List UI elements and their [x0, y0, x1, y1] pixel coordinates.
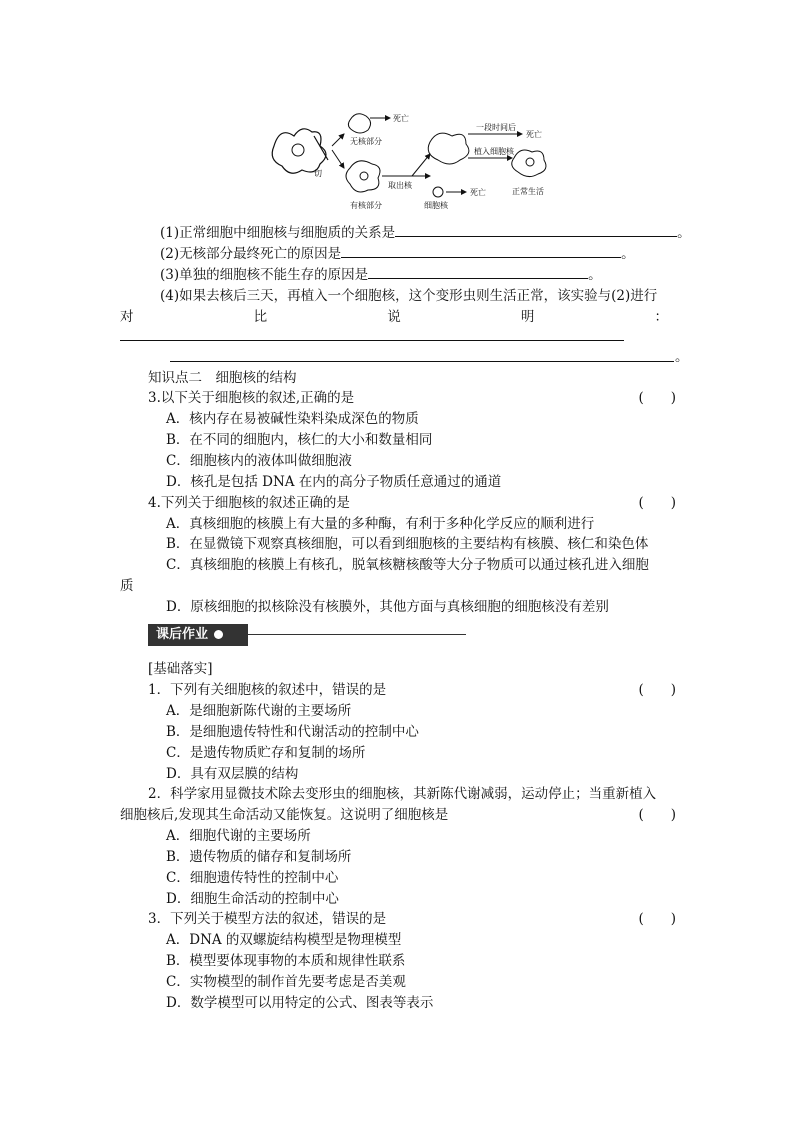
hw-q2-option-c: C．细胞遗传特性的控制中心 [166, 870, 339, 886]
tab-divider [248, 634, 466, 635]
normal-amoeba [512, 150, 546, 177]
fill-question-3 [160, 266, 602, 284]
fill-q2-end: 。 [621, 246, 635, 262]
q4-option-a: A．真核细胞的核膜上有大量的多种酶，有利于多种化学反应的顺利进行 [166, 516, 595, 532]
q3-option-c: C．细胞核内的液体叫做细胞液 [166, 453, 352, 469]
fill-q3-text: (3)单独的细胞核不能生存的原因是 [160, 267, 369, 283]
q4-option-c: C．真核细胞的核膜上有核孔，脱氧核糖核酸等大分子物质可以通过核孔进入细胞 [166, 557, 649, 573]
hw-q2-stem-2: 细胞核后,发现其生命活动又能恢复。这说明了细胞核是 [120, 807, 449, 823]
hw-q1-option-d: D．具有双层膜的结构 [166, 766, 299, 782]
svg-text:一段时间后: 一段时间后 [476, 123, 516, 132]
amoeba-cell [272, 129, 326, 173]
q3-option-d: D．核孔是包括 DNA 在内的高分子物质任意通过的通道 [166, 474, 502, 490]
spread-char: 比 [253, 309, 268, 325]
answer-blank-1[interactable] [395, 224, 677, 237]
hw-q2-option-b: B．遗传物质的储存和复制场所 [166, 849, 352, 865]
q4-stem: 4.下列关于细胞核的叙述正确的是 [148, 495, 350, 511]
isolated-nucleus [433, 187, 443, 197]
svg-text:植入细胞核: 植入细胞核 [474, 147, 514, 156]
hw-q3-answer-paren[interactable]: ( ) [638, 911, 676, 927]
q4-option-d: D．原核细胞的拟核除没有核膜外，其他方面与真核细胞的细胞核没有差别 [166, 599, 609, 615]
hw-q1-stem: 1．下列有关细胞核的叙述中，错误的是 [148, 682, 387, 698]
svg-text:无核部分: 无核部分 [350, 137, 382, 146]
hw-q3-stem: 3．下列关于模型方法的叙述，错误的是 [148, 911, 387, 927]
bullet-icon [214, 630, 223, 639]
hw-q3-option-a: A．DNA 的双螺旋结构模型是物理模型 [166, 932, 402, 948]
fill-q1-text: (1)正常细胞中细胞核与细胞质的关系是 [160, 225, 396, 241]
q3-option-b: B．在不同的细胞内，核仁的大小和数量相同 [166, 432, 433, 448]
svg-text:切: 切 [314, 169, 322, 178]
hw-q1-option-b: B．是细胞遗传特性和代谢活动的控制中心 [166, 724, 419, 740]
hw-q2-option-d: D．细胞生命活动的控制中心 [166, 891, 339, 907]
hw-q1-option-a: A．是细胞新陈代谢的主要场所 [166, 703, 352, 719]
has-nucleus-part [346, 161, 380, 192]
q4-option-b: B．在显微镜下观察真核细胞，可以看到细胞核的主要结构有核膜、核仁和染色体 [166, 536, 649, 552]
svg-text:细胞核: 细胞核 [424, 201, 448, 210]
svg-text:取出核: 取出核 [388, 181, 412, 190]
q3-stem: 3.以下关于细胞核的叙述,正确的是 [148, 390, 355, 406]
hw-q1-option-c: C．是遗传物质贮存和复制的场所 [166, 745, 366, 761]
answer-blank-3[interactable] [368, 266, 588, 279]
fill-q3-end: 。 [588, 267, 602, 283]
answer-line-4a[interactable] [120, 340, 624, 341]
answer-line-4b[interactable] [170, 361, 674, 362]
fill-question-2 [160, 245, 635, 263]
fill-question-4-spread [120, 308, 668, 326]
spread-char: 对 [120, 309, 134, 325]
fill-q1-end: 。 [677, 225, 691, 241]
section-title-nucleus-structure: 知识点二 细胞核的结构 [148, 370, 297, 386]
homework-section-tab [148, 624, 248, 646]
svg-text:死亡: 死亡 [393, 114, 409, 123]
fill-q2-text: (2)无核部分最终死亡的原因是 [160, 246, 342, 262]
fill-question-1 [160, 224, 691, 242]
q4-option-c-cont: 质 [120, 578, 134, 594]
hw-q2-stem-1: 2．科学家用显微技术除去变形虫的细胞核，其新陈代谢减弱，运动停止；当重新植入 [148, 786, 657, 802]
amoeba-experiment-figure [262, 106, 562, 218]
spread-char: 明 [520, 309, 535, 325]
no-nucleus-part [348, 114, 370, 133]
answer-blank-2[interactable] [341, 245, 621, 258]
hw-q1-answer-paren[interactable]: ( ) [638, 682, 676, 698]
enucleated-amoeba [428, 133, 469, 164]
spread-char: 说 [387, 309, 401, 325]
basic-subhead: [基础落实] [148, 661, 213, 677]
spread-char: ： [654, 309, 668, 325]
hw-q2-option-a: A．细胞代谢的主要场所 [166, 828, 311, 844]
amoeba-diagram [262, 106, 562, 218]
fill-q4-end: 。 [675, 349, 689, 365]
hw-q3-option-d: D．数学模型可以用特定的公式、图表等表示 [166, 995, 434, 1011]
hw-q2-answer-paren[interactable]: ( ) [638, 807, 676, 823]
svg-text:正常生活: 正常生活 [512, 187, 544, 196]
q3-answer-paren[interactable]: ( ) [638, 390, 676, 406]
homework-tab-label: 课后作业 [156, 627, 209, 642]
fill-question-4: (4)如果去核后三天，再植入一个细胞核，这个变形虫则生活正常，该实验与(2)进行 [160, 288, 658, 304]
q3-option-a: A．核内存在易被碱性染料染成深色的物质 [166, 411, 419, 427]
svg-text:死亡: 死亡 [526, 130, 542, 139]
hw-q3-option-c: C．实物模型的制作首先要考虑是否美观 [166, 974, 406, 990]
svg-text:死亡: 死亡 [470, 188, 486, 197]
q4-answer-paren[interactable]: ( ) [638, 495, 676, 511]
hw-q3-option-b: B．模型要体现事物的本质和规律性联系 [166, 953, 406, 969]
svg-text:有核部分: 有核部分 [350, 201, 382, 210]
